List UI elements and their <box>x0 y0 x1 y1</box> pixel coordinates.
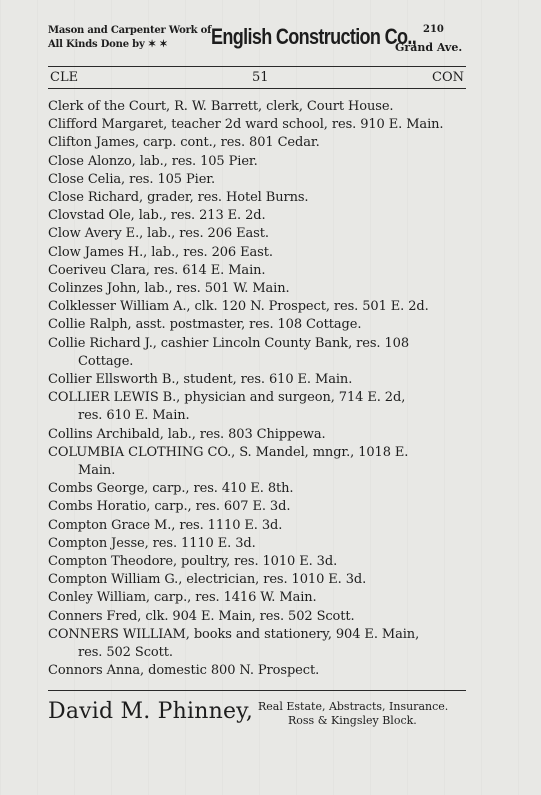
directory-entry <box>48 244 473 262</box>
header-top-rule <box>48 66 466 67</box>
directory-entry <box>48 262 473 280</box>
entry-text: Collie Ralph, asst. postmaster, res. 108 Cottage. <box>48 317 362 333</box>
entry-text: Compton Jesse, res. 1110 E. 3d. <box>48 535 256 551</box>
directory-entry <box>48 535 473 553</box>
entry-text: Connors Anna, domestic 800 N. Prospect. <box>48 663 320 679</box>
entry-text: Colinzes John, lab., res. 501 W. Main. <box>48 281 290 297</box>
entry-text: Clow James H., lab., res. 206 East. <box>48 244 273 260</box>
directory-entry <box>48 171 473 189</box>
directory-entry <box>48 608 473 626</box>
ad-name: David M. Phinney, <box>48 699 254 724</box>
entry-text: Collie Richard J., cashier Lincoln County Bank, res. 108 <box>48 335 409 351</box>
directory-entry <box>48 116 473 134</box>
entry-text: Close Alonzo, lab., res. 105 Pier. <box>48 153 258 169</box>
ad-company-name: English Construction Co., <box>211 24 417 49</box>
directory-entry <box>48 207 473 225</box>
entry-text: Conley William, carp., res. 1416 W. Main. <box>48 590 317 606</box>
entry-text: Clow Avery E., lab., res. 206 East. <box>48 226 269 242</box>
entry-text: Close Celia, res. 105 Pier. <box>48 171 216 187</box>
directory-entry <box>48 589 473 607</box>
directory-entry <box>48 153 473 171</box>
ad-line-2: All Kinds Done by ✶ ✶ <box>48 39 168 50</box>
ad-location: Ross & Kingsley Block. <box>288 714 417 727</box>
header-bottom-rule <box>48 88 466 89</box>
directory-entry <box>48 480 473 498</box>
entry-text: Collier Ellsworth B., student, res. 610 E. Main. <box>48 372 353 388</box>
entry-text: Close Richard, grader, res. Hotel Burns. <box>48 190 309 206</box>
entry-text: Compton Grace M., res. 1110 E. 3d. <box>48 517 283 533</box>
ad-line-1: Mason and Carpenter Work of <box>48 25 212 36</box>
entry-text: Clifton James, carp. cont., res. 801 Cedar. <box>48 135 320 151</box>
directory-entry <box>48 571 473 589</box>
header-left-guide: CLE <box>50 70 79 85</box>
entry-text: Compton Theodore, poultry, res. 1010 E. 3d. <box>48 554 338 570</box>
entry-text: Clovstad Ole, lab., res. 213 E. 2d. <box>48 208 266 224</box>
entry-text: Clifford Margaret, teacher 2d ward school, res. 910 E. Main. <box>48 117 444 133</box>
directory-entry <box>48 371 473 389</box>
footer-rule <box>48 690 466 691</box>
entry-text: Conners Fred, clk. 904 E. Main, res. 502 Scott. <box>48 608 355 624</box>
directory-entry <box>48 662 473 680</box>
entry-text: Collins Archibald, lab., res. 803 Chippewa. <box>48 426 326 442</box>
entry-text: Compton William G., electrician, res. 1010 E. 3d. <box>48 572 367 588</box>
entry-text: COLLIER LEWIS B., physician and surgeon, 714 E. 2d, <box>48 390 406 406</box>
entry-text: Colklesser William A., clk. 120 N. Prospect, res. 501 E. 2d. <box>48 299 429 315</box>
directory-entries <box>48 98 473 681</box>
entry-text: COLUMBIA CLOTHING CO., S. Mandel, mngr., 1018 E. <box>48 444 409 460</box>
header-page-number: 51 <box>252 70 269 85</box>
directory-entry <box>48 335 473 371</box>
directory-entry <box>48 498 473 516</box>
directory-entry <box>48 280 473 298</box>
top-advertisement <box>48 20 478 62</box>
directory-entry <box>48 553 473 571</box>
directory-entry <box>48 426 473 444</box>
entry-text: Clerk of the Court, R. W. Barrett, clerk, Court House. <box>48 99 394 114</box>
directory-entry <box>48 517 473 535</box>
directory-entry <box>48 444 473 480</box>
entry-text: Coeriveu Clara, res. 614 E. Main. <box>48 262 266 278</box>
ad-services: Real Estate, Abstracts, Insurance. <box>258 700 449 713</box>
directory-entry <box>48 134 473 152</box>
entry-continuation: res. 502 Scott. <box>78 645 173 661</box>
ad-page-number: 210 <box>423 24 444 35</box>
entry-text: CONNERS WILLIAM, books and stationery, 904 E. Main, <box>48 626 420 642</box>
entry-continuation: res. 610 E. Main. <box>78 408 190 424</box>
directory-entry <box>48 98 473 116</box>
ad-address: Grand Ave. <box>395 41 463 54</box>
directory-entry <box>48 316 473 334</box>
bottom-advertisement <box>48 695 478 745</box>
directory-entry <box>48 389 473 425</box>
header-right-guide: CON <box>432 70 464 85</box>
directory-entry <box>48 225 473 243</box>
entry-text: Combs Horatio, carp., res. 607 E. 3d. <box>48 499 291 515</box>
entry-continuation: Cottage. <box>78 353 134 369</box>
entry-text: Combs George, carp., res. 410 E. 8th. <box>48 481 294 497</box>
directory-entry <box>48 298 473 316</box>
directory-entry <box>48 189 473 207</box>
entry-continuation: Main. <box>78 463 116 479</box>
directory-entry <box>48 626 473 662</box>
